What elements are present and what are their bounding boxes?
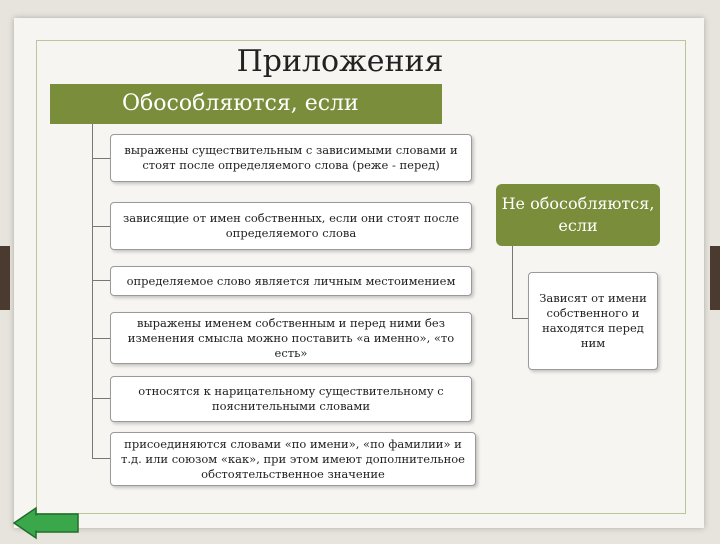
- right-connector-vertical: [512, 246, 513, 318]
- tree-branch-3: [92, 280, 110, 281]
- condition-box-5: относятся к нарицательному существительному с пояснительными словами: [110, 376, 472, 422]
- condition-box-6: присоединяются словами «по имени», «по фамилии» и т.д. или союзом «как», при этом имеют дополнительное обстоятельственное значение: [110, 432, 476, 486]
- slide-title: Приложения: [236, 44, 444, 79]
- main-heading-bar: Обособляются, если: [50, 84, 442, 124]
- right-side-tab: [710, 246, 720, 310]
- tree-trunk-line: [92, 124, 93, 458]
- back-arrow-icon: [12, 506, 82, 540]
- condition-box-2: зависящие от имен собственных, если они стоят после определяемого слова: [110, 202, 472, 250]
- right-condition-box: Зависят от имени собственного и находятся перед ним: [528, 272, 658, 370]
- tree-branch-6: [92, 458, 110, 459]
- tree-branch-2: [92, 226, 110, 227]
- condition-box-3: определяемое слово является личным местоимением: [110, 266, 472, 296]
- tree-branch-1: [92, 158, 110, 159]
- condition-box-4: выражены именем собственным и перед ними без изменения смысла можно поставить «а именно», «то есть»: [110, 312, 472, 364]
- right-connector-horizontal: [512, 318, 528, 319]
- right-heading-box: Не обособляются, если: [496, 184, 660, 246]
- tree-branch-4: [92, 338, 110, 339]
- tree-branch-5: [92, 398, 110, 399]
- back-button[interactable]: [12, 506, 82, 540]
- left-side-tab: [0, 246, 10, 310]
- condition-box-1: выражены существительным с зависимыми словами и стоят после определяемого слова (реже - перед): [110, 134, 472, 182]
